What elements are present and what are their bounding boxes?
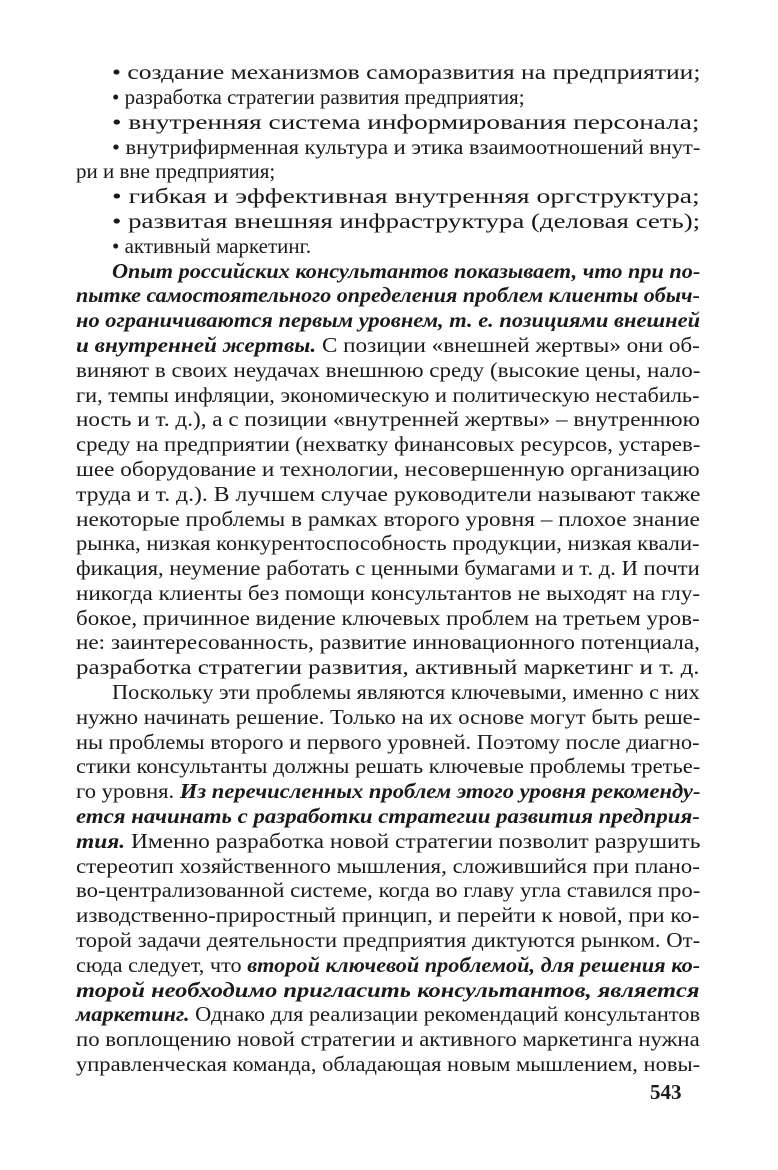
regular-text: Именно разработка новой стратегии позволит разрушить <box>125 829 701 853</box>
text-line: ны проблемы второго и первого уровней. Поэтому после диагно- <box>76 730 700 754</box>
regular-text: го уровня. <box>76 779 175 803</box>
text-line: фикация, неумение работать с ценными бумагами и т. д. И почти <box>76 556 700 580</box>
text-line: стереотип хозяйственного мышления, сложившийся при плано- <box>76 854 700 878</box>
text-line <box>76 829 700 853</box>
text-line <box>76 804 700 828</box>
text-line <box>76 1002 700 1026</box>
text-line: виняют в своих неудачах внешнюю среду (высокие цены, нало- <box>76 358 701 382</box>
text-line: по воплощению новой стратегии и активного маркетинга нужна <box>76 1027 700 1051</box>
bullet-line: • развитая внешняя инфраструктура (деловая сеть); <box>112 209 701 233</box>
text-line: стики консультанты должны решать ключевые проблемы третье- <box>76 754 701 778</box>
emphasis-text: и внутренней жертвы. <box>76 333 317 357</box>
emphasis-text: но ограничиваются первым уровнем, т. е. позициями внешней <box>76 308 701 332</box>
text-line <box>76 953 700 977</box>
text-line <box>76 283 700 307</box>
text-line: разработка стратегии развития, активный маркетинг и т. д. <box>76 655 700 679</box>
emphasis-text: маркетинг. <box>76 1002 190 1026</box>
emphasis-text: Опыт российских консультантов показывает, что при по- <box>112 259 701 283</box>
text-line: некоторые проблемы в рамках второго уровня – плохое знание <box>76 507 700 531</box>
text-line: среду на предприятии (нехватку финансовых ресурсов, устарев- <box>76 432 701 456</box>
emphasis-text: второй ключевой проблемой, для решения ко- <box>241 953 701 977</box>
emphasis-text: тия. <box>76 829 126 853</box>
text-line: бокое, причинное видение ключевых проблем на третьем уров- <box>76 606 700 630</box>
page-number: 543 <box>650 1080 682 1104</box>
text-line: управленческая команда, обладающая новым мышлением, новы- <box>76 1052 701 1076</box>
text-line: шее оборудование и технологии, несовершенную организацию <box>76 457 700 481</box>
regular-text: сюда следует, что <box>76 953 242 977</box>
text-line <box>76 779 700 803</box>
text-line <box>76 978 699 1002</box>
text-line: никогда клиенты без помощи консультантов не выходят на глу- <box>76 581 701 605</box>
text-line <box>76 333 700 357</box>
text-line <box>112 259 700 283</box>
text-line: нужно начинать решение. Только на их основе могут быть реше- <box>76 705 701 729</box>
regular-text: Однако для реализации рекомендаций консультантов <box>189 1002 701 1026</box>
text-line: ги, темпы инфляции, экономическую и политическую нестабиль- <box>76 383 700 407</box>
bullet-line: • разработка стратегии развития предприятия; <box>112 85 525 109</box>
text-line: во-централизованной системе, когда во главу угла ставился про- <box>76 878 701 902</box>
text-line: Поскольку эти проблемы являются ключевыми, именно с них <box>112 680 700 704</box>
text-line: не: заинтересованность, развитие инновационного потенциала, <box>76 630 700 654</box>
text-line: ри и вне предприятия; <box>76 159 276 183</box>
bullet-line: • гибкая и эффективная внутренняя оргструктура; <box>112 184 700 208</box>
emphasis-text: пытке самостоятельного определения проблем клиенты обыч- <box>76 283 700 307</box>
text-line: изводственно-приростный принцип, и перейти к новой, при ко- <box>76 903 700 927</box>
emphasis-text: торой необходимо пригласить консультантов, является <box>76 978 700 1002</box>
bullet-line: • внутренняя система информирования персонала; <box>112 110 700 134</box>
bullet-line: • создание механизмов саморазвития на предприятии; <box>112 60 701 84</box>
bullet-line: • активный маркетинг. <box>112 234 312 258</box>
bullet-line: • внутрифирменная культура и этика взаимоотношений внут- <box>112 135 701 159</box>
text-line <box>76 308 700 332</box>
regular-text: С позиции «внешней жертвы» они об- <box>316 333 700 357</box>
text-line: рынка, низкая конкурентоспособность продукции, низкая квали- <box>76 531 700 555</box>
text-line: торой задачи деятельности предприятия диктуются рынком. От- <box>76 928 701 952</box>
text-line: ность и т. д.), а с позиции «внутренней жертвы» – внутреннюю <box>76 407 700 431</box>
emphasis-text: ется начинать с разработки стратегии развития предприя- <box>76 804 700 828</box>
emphasis-text: Из перечисленных проблем этого уровня рекоменду- <box>174 779 701 803</box>
text-line: труда и т. д.). В лучшем случае руководители называют также <box>76 482 701 506</box>
